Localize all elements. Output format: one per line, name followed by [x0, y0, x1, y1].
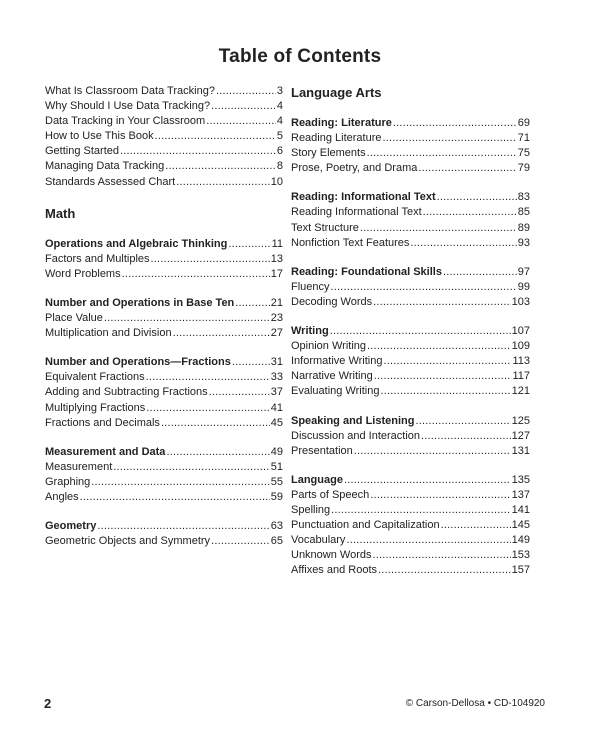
entry-page-number: 6 [276, 145, 283, 158]
entry-label: Language [291, 473, 343, 486]
toc-entry [291, 503, 530, 518]
toc-entry [291, 295, 530, 310]
entry-label: Punctuation and Capitalization [291, 519, 440, 532]
entry-page-number: 63 [270, 520, 283, 533]
toc-entry [45, 490, 283, 505]
entry-label: Number and Operations—Fractions [45, 356, 231, 369]
toc-entry [291, 518, 530, 533]
toc-entry [45, 401, 283, 416]
leader-dots [410, 236, 516, 251]
entry-page-number: 51 [270, 460, 283, 473]
leader-dots [209, 385, 270, 400]
entry-label: Fractions and Decimals [45, 416, 160, 429]
entry-label: Narrative Writing [291, 370, 373, 383]
entry-page-number: 71 [517, 132, 530, 145]
entry-label: Place Value [45, 312, 103, 325]
leader-dots [330, 324, 511, 339]
leader-dots [146, 370, 270, 385]
toc-entry [45, 326, 283, 341]
entry-label: Reading Literature [291, 132, 382, 145]
entry-label: Prose, Poetry, and Drama [291, 162, 418, 175]
leader-dots [360, 221, 517, 236]
toc-entry [291, 444, 530, 459]
entry-label: Standards Assessed Chart [45, 175, 176, 188]
toc-entry [45, 99, 283, 114]
toc-entry [45, 460, 283, 475]
leader-dots [378, 563, 511, 578]
entry-label: Fluency [291, 280, 330, 293]
entry-page-number: 55 [270, 475, 283, 488]
entry-label: Decoding Words [291, 295, 373, 308]
entry-page-number: 107 [511, 325, 530, 338]
toc-entry [291, 533, 530, 548]
leader-dots [161, 416, 270, 431]
toc-entry [45, 475, 283, 490]
toc-entry [291, 369, 530, 384]
entry-page-number: 11 [271, 237, 283, 250]
entry-page-number: 137 [511, 488, 530, 501]
leader-dots [232, 355, 270, 370]
toc-section-entry [45, 445, 283, 460]
toc-entry [291, 205, 530, 220]
entry-label: Word Problems [45, 267, 121, 280]
toc-section-entry [45, 296, 283, 311]
entry-label: Writing [291, 325, 329, 338]
leader-dots [443, 265, 517, 280]
toc-entry [291, 221, 530, 236]
leader-dots [228, 237, 270, 252]
toc-section-entry [45, 519, 283, 534]
entry-page-number: 117 [512, 370, 530, 383]
leader-dots [155, 129, 276, 144]
entry-label: Adding and Subtracting Fractions [45, 386, 208, 399]
entry-page-number: 4 [276, 115, 283, 128]
entry-page-number: 97 [517, 265, 530, 278]
entry-label: Reading: Informational Text [291, 191, 436, 204]
entry-label: Reading Informational Text [291, 206, 422, 219]
toc-section-entry [45, 355, 283, 370]
math-heading: Math [45, 205, 76, 221]
page-title: Table of Contents [218, 46, 382, 67]
leader-dots [437, 190, 517, 205]
entry-page-number: 149 [511, 534, 530, 547]
entry-label: How to Use This Book [45, 130, 154, 143]
toc-entry [45, 370, 283, 385]
leader-dots [423, 205, 517, 220]
leader-dots [344, 473, 511, 488]
entry-label: Graphing [45, 475, 91, 488]
entry-label: Factors and Multiples [45, 252, 150, 265]
entry-page-number: 125 [511, 414, 530, 427]
entry-label: Unknown Words [291, 549, 372, 562]
entry-label: Story Elements [291, 147, 366, 160]
leader-dots [373, 295, 511, 310]
entry-label: Geometric Objects and Symmetry [45, 535, 211, 548]
entry-label: Multiplication and Division [45, 327, 172, 340]
leader-dots [113, 460, 269, 475]
leader-dots [104, 311, 270, 326]
leader-dots [166, 445, 269, 460]
entry-label: Speaking and Listening [291, 414, 415, 427]
entry-label: Operations and Algebraic Thinking [45, 237, 228, 250]
leader-dots [151, 252, 270, 267]
entry-page-number: 45 [270, 416, 283, 429]
entry-page-number: 37 [270, 386, 283, 399]
entry-label: Informative Writing [291, 355, 383, 368]
entry-page-number: 5 [276, 130, 283, 143]
leader-dots [216, 84, 276, 99]
toc-entry [291, 131, 530, 146]
entry-label: Geometry [45, 520, 97, 533]
leader-dots [120, 144, 276, 159]
toc-entry [45, 144, 283, 159]
toc-section-entry [291, 190, 530, 205]
entry-label: Number and Operations in Base Ten [45, 296, 235, 309]
entry-label: Reading: Literature [291, 117, 392, 129]
entry-page-number: 75 [517, 147, 530, 160]
entry-page-number: 69 [517, 117, 530, 129]
toc-entry [45, 114, 283, 129]
entry-label: Data Tracking in Your Classroom [45, 115, 206, 128]
entry-label: Nonfiction Text Features [291, 236, 410, 249]
toc-entry [45, 385, 283, 400]
entry-page-number: 31 [270, 356, 283, 369]
leader-dots [331, 503, 511, 518]
toc-entry [291, 488, 530, 503]
entry-label: Spelling [291, 503, 331, 516]
toc-entry [291, 563, 530, 578]
entry-page-number: 10 [270, 175, 283, 188]
leader-dots [441, 518, 511, 533]
left-column [45, 84, 283, 549]
toc-entry [291, 280, 530, 295]
leader-dots [146, 401, 269, 416]
leader-dots [176, 175, 270, 190]
entry-label: What Is Classroom Data Tracking? [45, 85, 215, 97]
entry-label: Affixes and Roots [291, 564, 378, 577]
toc-entry [291, 339, 530, 354]
toc-entry [291, 384, 530, 399]
leader-dots [122, 267, 270, 282]
entry-page-number: 85 [517, 206, 530, 219]
leader-dots [211, 99, 276, 114]
entry-page-number: 135 [511, 473, 530, 486]
leader-dots [415, 414, 510, 429]
entry-label: Getting Started [45, 145, 119, 158]
entry-page-number: 21 [270, 296, 283, 309]
leader-dots [206, 114, 276, 129]
language-arts-heading: Language Arts [291, 85, 382, 100]
entry-page-number: 127 [511, 429, 530, 442]
toc-section-entry [291, 414, 530, 429]
entry-label: Measurement [45, 460, 113, 473]
right-column [291, 84, 530, 578]
intro-list [45, 84, 283, 190]
leader-dots [97, 519, 269, 534]
entry-label: Managing Data Tracking [45, 160, 165, 173]
entry-label: Parts of Speech [291, 488, 370, 501]
toc-entry [45, 252, 283, 267]
toc-section-entry [291, 324, 530, 339]
toc-entry [45, 175, 283, 190]
leader-dots [384, 354, 512, 369]
entry-label: Why Should I Use Data Tracking? [45, 100, 211, 113]
math-groups [45, 237, 283, 550]
entry-label: Reading: Foundational Skills [291, 265, 442, 278]
entry-page-number: 153 [511, 549, 530, 562]
entry-page-number: 49 [270, 445, 283, 458]
entry-label: Measurement and Data [45, 445, 166, 458]
entry-page-number: 4 [276, 100, 283, 113]
leader-dots [331, 280, 517, 295]
entry-page-number: 3 [276, 85, 283, 97]
leader-dots [380, 384, 510, 399]
toc-entry [45, 311, 283, 326]
leader-dots [173, 326, 270, 341]
entry-page-number: 17 [270, 267, 283, 280]
entry-page-number: 93 [517, 236, 530, 249]
leader-dots [346, 533, 510, 548]
entry-label: Discussion and Interaction [291, 429, 421, 442]
leader-dots [165, 159, 276, 174]
entry-page-number: 83 [517, 191, 530, 204]
leader-dots [374, 369, 512, 384]
leader-dots [91, 475, 269, 490]
toc-entry [291, 548, 530, 563]
leader-dots [235, 296, 269, 311]
page-number: 2 [44, 696, 52, 711]
entry-label: Evaluating Writing [291, 385, 380, 398]
leader-dots [373, 548, 511, 563]
leader-dots [393, 116, 517, 131]
entry-label: Opinion Writing [291, 340, 366, 353]
toc-entry [291, 236, 530, 251]
leader-dots [370, 488, 510, 503]
leader-dots [418, 161, 516, 176]
leader-dots [80, 490, 270, 505]
entry-page-number: 33 [270, 371, 283, 384]
toc-section-entry [291, 473, 530, 488]
entry-page-number: 79 [517, 162, 530, 175]
toc-entry [45, 84, 283, 99]
toc-entry [45, 159, 283, 174]
toc-section-entry [45, 237, 283, 252]
entry-label: Angles [45, 490, 79, 503]
entry-page-number: 113 [512, 355, 530, 368]
entry-page-number: 27 [270, 327, 283, 340]
toc-entry [45, 267, 283, 282]
entry-page-number: 103 [511, 295, 530, 308]
toc-entry [45, 534, 283, 549]
entry-page-number: 59 [270, 490, 283, 503]
entry-page-number: 157 [511, 564, 530, 577]
leader-dots [367, 146, 517, 161]
leader-dots [367, 339, 511, 354]
entry-page-number: 8 [276, 160, 283, 173]
entry-page-number: 145 [511, 519, 530, 532]
entry-label: Text Structure [291, 221, 359, 234]
entry-page-number: 89 [517, 221, 530, 234]
entry-page-number: 99 [517, 280, 530, 293]
entry-page-number: 121 [511, 385, 530, 398]
entry-label: Equivalent Fractions [45, 371, 145, 384]
entry-label: Multiplying Fractions [45, 401, 146, 414]
leader-dots [211, 534, 270, 549]
leader-dots [421, 429, 511, 444]
entry-label: Vocabulary [291, 534, 346, 547]
toc-section-entry [291, 116, 530, 131]
entry-page-number: 23 [270, 312, 283, 325]
entry-page-number: 131 [511, 444, 530, 457]
entry-page-number: 41 [270, 401, 283, 414]
toc-entry [291, 354, 530, 369]
leader-dots [354, 444, 511, 459]
entry-page-number: 141 [511, 503, 530, 516]
leader-dots [383, 131, 517, 146]
entry-page-number: 65 [270, 535, 283, 548]
toc-entry [291, 161, 530, 176]
copyright-line: © Carson-Dellosa • CD-104920 [405, 698, 545, 709]
toc-entry [291, 146, 530, 161]
entry-page-number: 13 [270, 252, 283, 265]
toc-entry [45, 129, 283, 144]
entry-label: Presentation [291, 444, 353, 457]
toc-section-entry [291, 265, 530, 280]
toc-entry [45, 416, 283, 431]
toc-entry [291, 429, 530, 444]
language-arts-groups [291, 116, 530, 578]
entry-page-number: 109 [511, 340, 530, 353]
